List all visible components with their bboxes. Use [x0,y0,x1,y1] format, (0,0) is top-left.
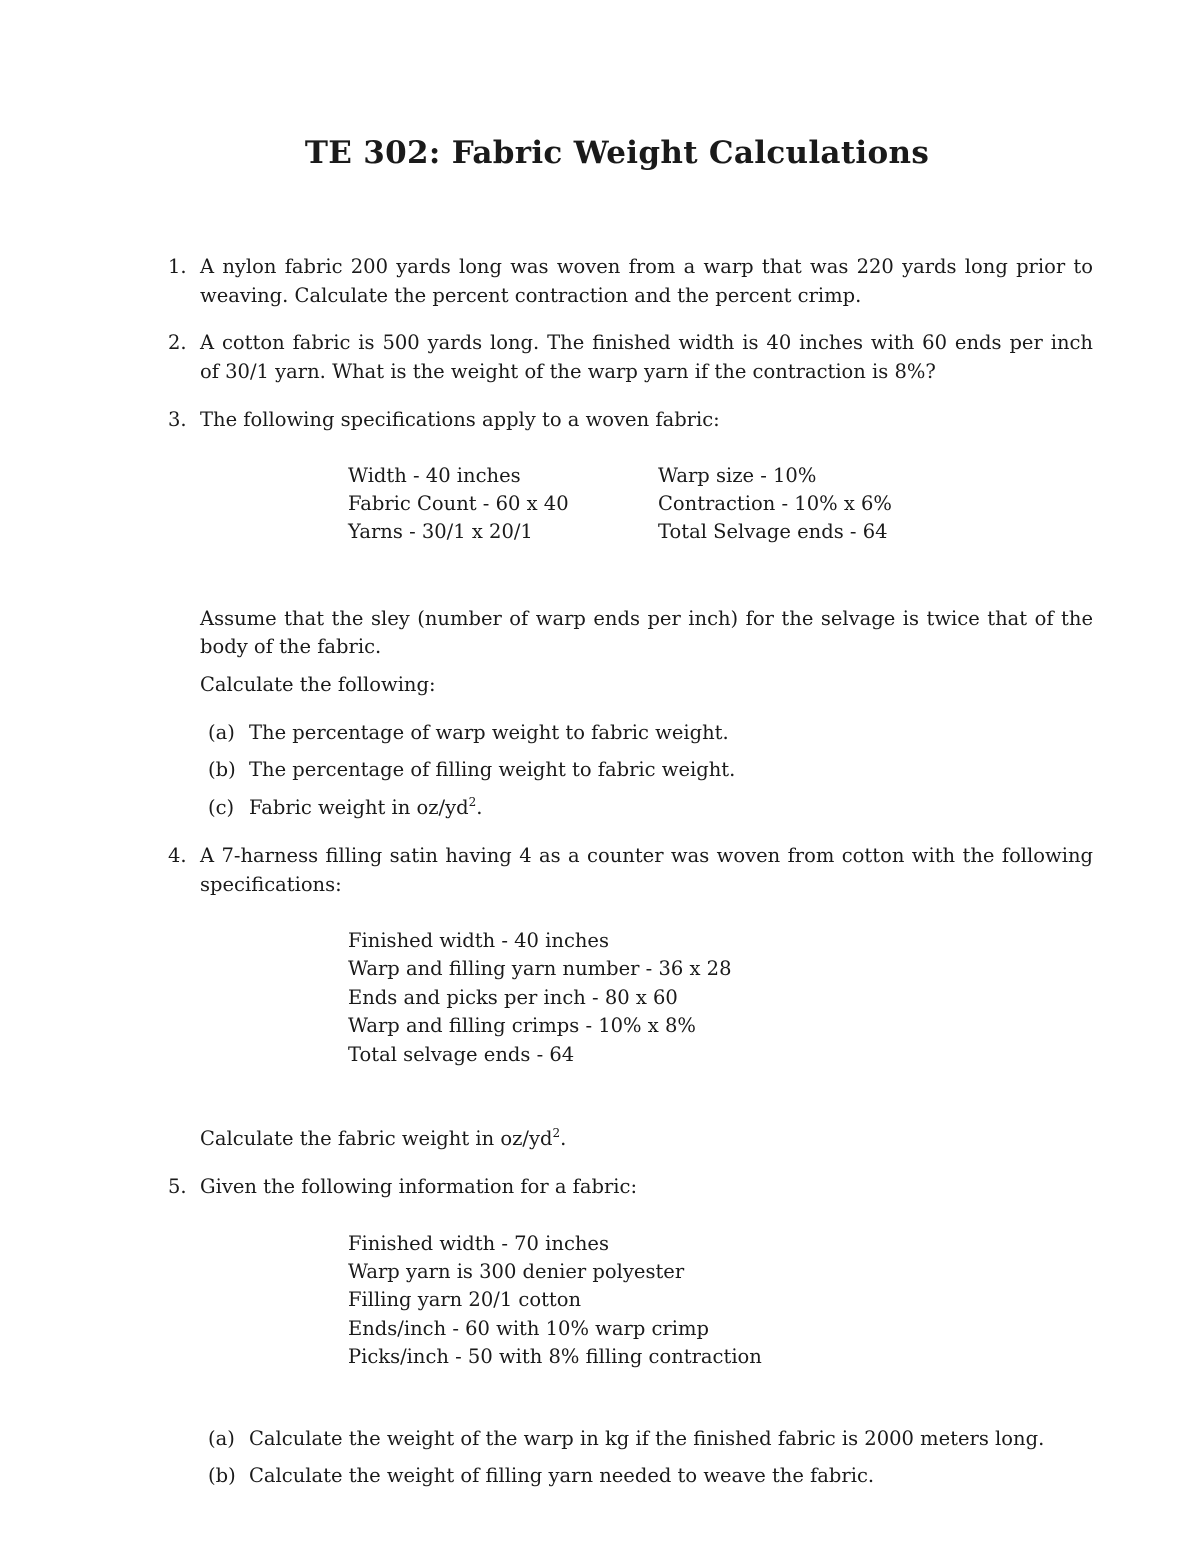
part-text [249,794,482,822]
superscript: 2 [552,1126,561,1140]
problem-2-line-1: A cotton fabric is 500 yards long. The finished width is 40 inches with 60 ends per inch [200,331,1093,354]
part-label: (b) [208,758,236,781]
spec-item: Warp yarn is 300 denier polyester [348,1260,685,1283]
part-text-suffix: . [476,796,483,819]
problem-3-number: 3. [168,408,187,431]
part-text: The percentage of warp weight to fabric weight. [249,721,729,744]
spec-left: Yarns - 30/1 x 20/1 [348,520,533,543]
problem-3-assume-line-2: body of the fabric. [200,635,382,658]
spec-item: Warp and filling yarn number - 36 x 28 [348,957,732,980]
problem-5-intro: Given the following information for a fabric: [200,1175,638,1198]
problem-4-line-2: specifications: [200,873,342,896]
part-label: (a) [208,721,235,744]
superscript: 2 [468,795,477,809]
page-title: TE 302: Fabric Weight Calculations [304,135,930,171]
part-text: Calculate the weight of the warp in kg if the finished fabric is 2000 meters long. [249,1427,1045,1450]
spec-item: Ends and picks per inch - 80 x 60 [348,986,678,1009]
problem-2-number: 2. [168,331,187,354]
spec-item: Finished width - 40 inches [348,929,609,952]
part-text: The percentage of filling weight to fabric weight. [249,758,736,781]
part-label: (c) [208,796,235,819]
part-text-main: Fabric weight in oz/yd [249,796,469,819]
spec-right: Warp size - 10% [658,464,817,487]
problem-4-number: 4. [168,844,187,867]
problem-1-line-2: weaving. Calculate the percent contraction and the percent crimp. [200,284,862,307]
spec-left: Width - 40 inches [348,464,521,487]
problem-4-line-1: A 7-harness filling satin having 4 as a counter was woven from cotton with the following [200,844,1093,867]
part-text: Calculate the weight of filling yarn needed to weave the fabric. [249,1464,875,1487]
spec-right: Total Selvage ends - 64 [658,520,888,543]
part-label: (a) [208,1427,235,1450]
calc-text: Calculate the fabric weight in oz/yd [200,1127,553,1150]
spec-item: Warp and filling crimps - 10% x 8% [348,1014,696,1037]
spec-item: Filling yarn 20/1 cotton [348,1288,582,1311]
problem-3-intro: The following specifications apply to a woven fabric: [200,408,720,431]
problem-2-line-2: of 30/1 yarn. What is the weight of the warp yarn if the contraction is 8%? [200,360,936,383]
problem-5-number: 5. [168,1175,187,1198]
spec-item: Ends/inch - 60 with 10% warp crimp [348,1317,709,1340]
spec-left: Fabric Count - 60 x 40 [348,492,569,515]
spec-item: Total selvage ends - 64 [348,1043,575,1066]
problem-4-calc [200,1125,566,1153]
problem-3-calc: Calculate the following: [200,673,436,696]
problem-1-number: 1. [168,255,187,278]
spec-item: Picks/inch - 50 with 8% filling contraction [348,1345,762,1368]
spec-item: Finished width - 70 inches [348,1232,609,1255]
problem-1-line-1: A nylon fabric 200 yards long was woven from a warp that was 220 yards long prior to [200,255,1093,278]
spec-right: Contraction - 10% x 6% [658,492,892,515]
calc-suffix: . [560,1127,567,1150]
part-label: (b) [208,1464,236,1487]
problem-3-assume-line-1: Assume that the sley (number of warp ends per inch) for the selvage is twice that of the [200,607,1093,630]
